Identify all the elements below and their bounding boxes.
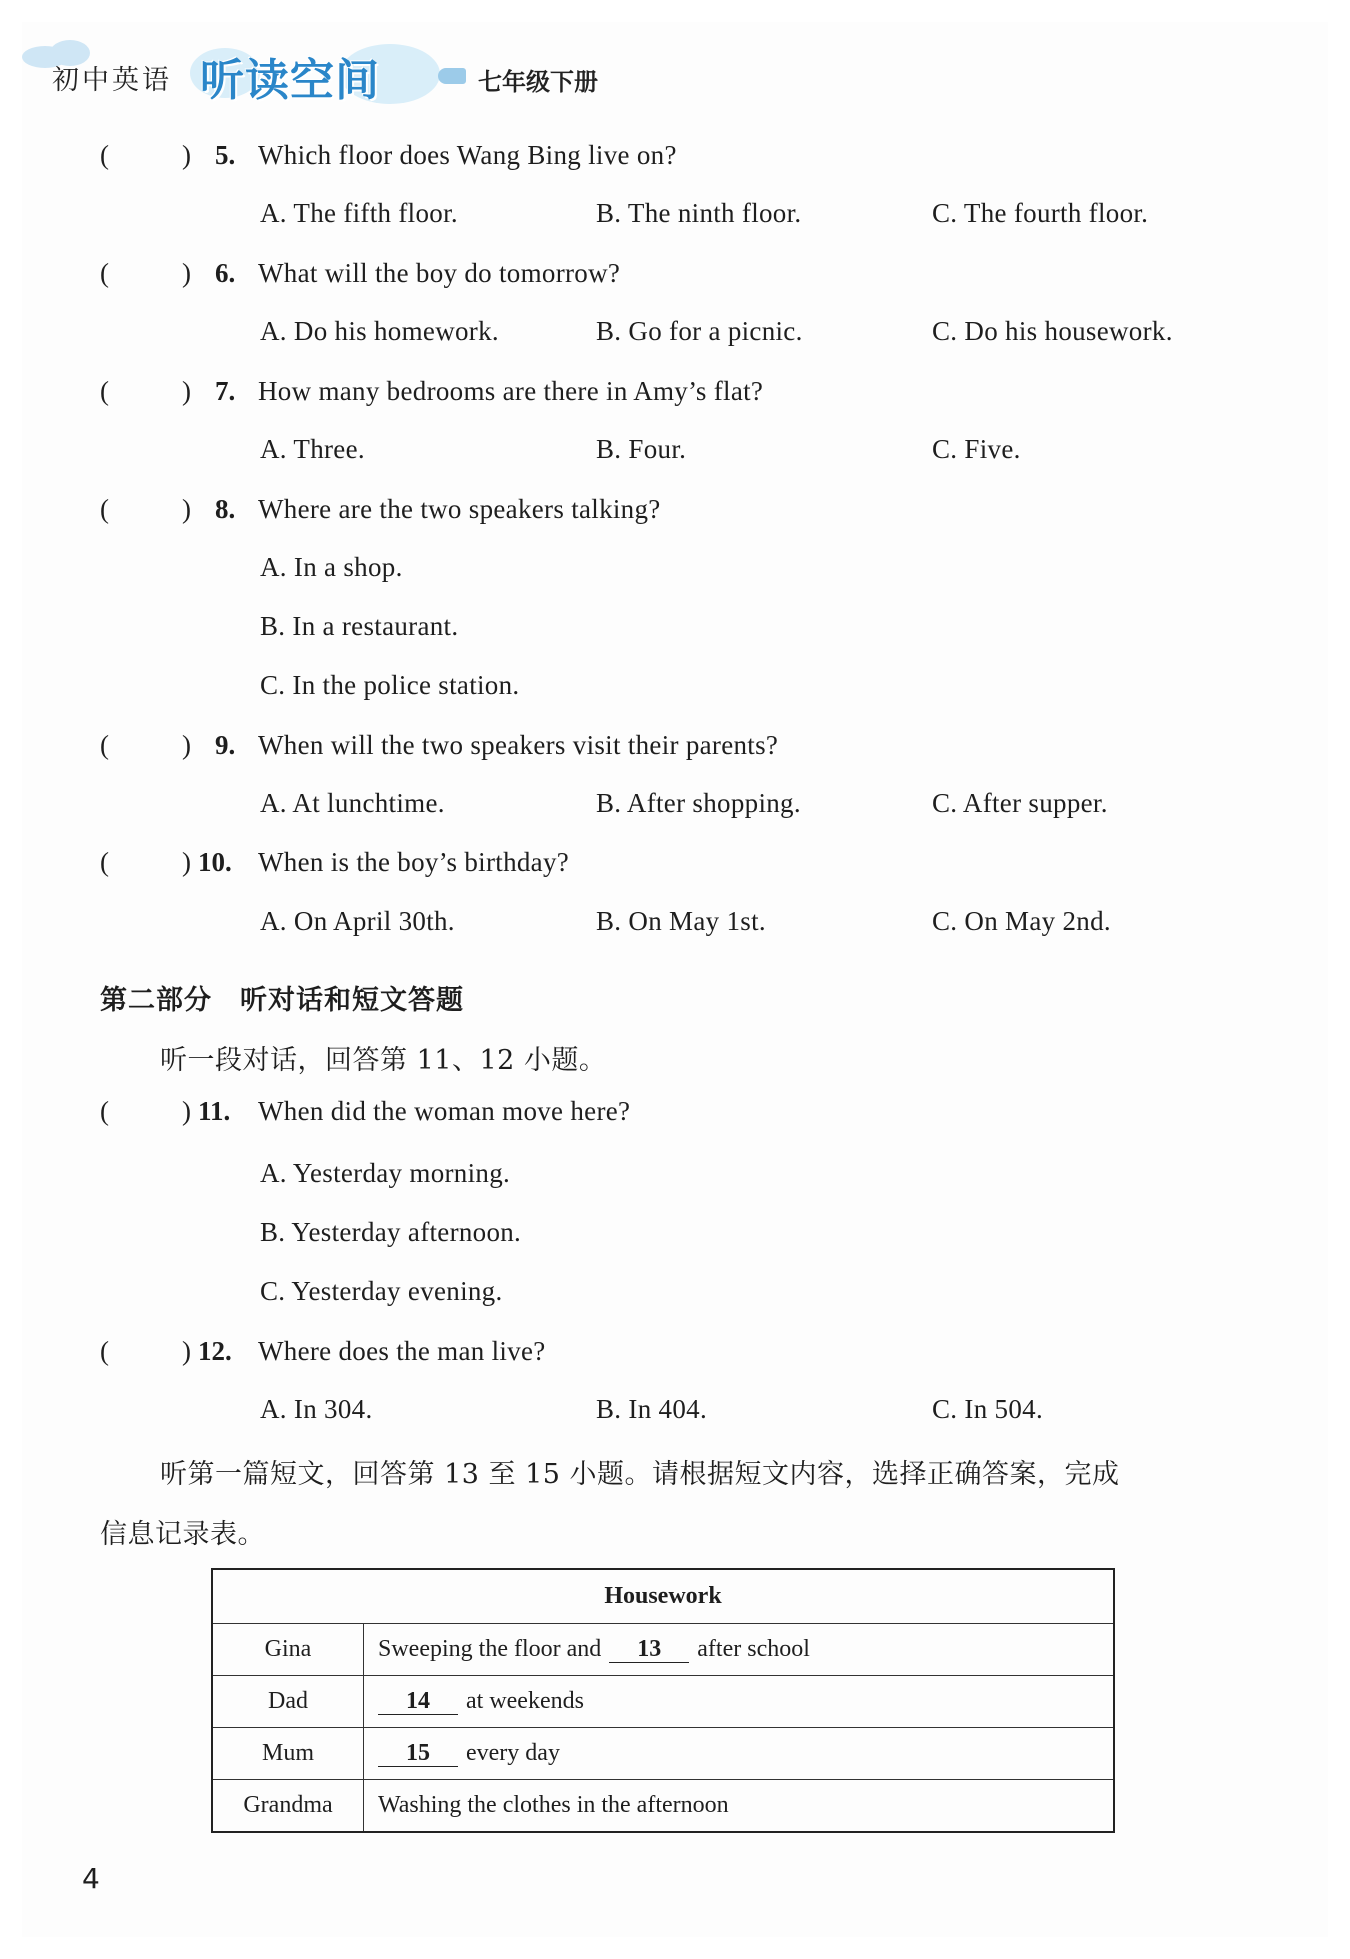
answer-blank[interactable]: 15 bbox=[378, 1740, 458, 1767]
answer-paren-right: ) bbox=[182, 258, 191, 288]
answer-blank[interactable]: 14 bbox=[378, 1688, 458, 1715]
option-c: C. Yesterday evening. bbox=[260, 1276, 503, 1306]
question-number: 10. bbox=[198, 847, 232, 877]
question-text: Where are the two speakers talking? bbox=[258, 494, 661, 524]
option-b: B. Go for a picnic. bbox=[596, 316, 803, 346]
question-text: When is the boy’s birthday? bbox=[258, 847, 570, 877]
question-text: Which floor does Wang Bing live on? bbox=[258, 140, 677, 170]
option-b: B. In a restaurant. bbox=[260, 611, 459, 641]
arrow-icon bbox=[438, 68, 466, 84]
option-a: A. The fifth floor. bbox=[260, 198, 458, 228]
question-text: Where does the man live? bbox=[258, 1336, 546, 1366]
table-header-row bbox=[212, 1569, 1114, 1624]
table-title: Housework bbox=[212, 1569, 1114, 1624]
person-name: Mum bbox=[212, 1728, 364, 1780]
option-c: C. On May 2nd. bbox=[932, 906, 1111, 936]
page-header bbox=[40, 40, 740, 110]
answer-paren-right: ) bbox=[182, 494, 191, 524]
description-text: after school bbox=[697, 1636, 810, 1662]
answer-paren-left: ( bbox=[100, 1096, 109, 1126]
description-text: Sweeping the floor and bbox=[378, 1636, 602, 1662]
book-series-title: 初中英语 bbox=[52, 65, 172, 96]
option-b: B. The ninth floor. bbox=[596, 198, 802, 228]
question-number: 9. bbox=[215, 730, 236, 760]
answer-paren-right: ) bbox=[182, 140, 191, 170]
table-row bbox=[212, 1624, 1114, 1676]
housework-description bbox=[364, 1676, 1115, 1728]
instruction-passage: 听第一篇短文，回答第 13 至 15 小题。请根据短文内容，选择正确答案，完成 bbox=[160, 1459, 1120, 1490]
option-c: C. Five. bbox=[932, 434, 1021, 464]
table-row bbox=[212, 1780, 1114, 1833]
description-text: at weekends bbox=[466, 1688, 584, 1714]
option-a: A. At lunchtime. bbox=[260, 788, 445, 818]
question-number: 5. bbox=[215, 140, 236, 170]
instruction-dialogue: 听一段对话，回答第 11、12 小题。 bbox=[160, 1045, 607, 1076]
table-row bbox=[212, 1728, 1114, 1780]
answer-paren-right: ) bbox=[182, 376, 191, 406]
instruction-passage-continued: 信息记录表。 bbox=[100, 1519, 265, 1550]
question-number: 7. bbox=[215, 376, 236, 406]
housework-description bbox=[364, 1728, 1115, 1780]
option-c: C. The fourth floor. bbox=[932, 198, 1149, 228]
answer-blank[interactable]: 13 bbox=[609, 1636, 689, 1663]
answer-paren-right: ) bbox=[182, 730, 191, 760]
option-c: C. After supper. bbox=[932, 788, 1108, 818]
answer-paren-left: ( bbox=[100, 847, 109, 877]
option-a: A. In a shop. bbox=[260, 552, 403, 582]
option-b: B. On May 1st. bbox=[596, 906, 766, 936]
option-a: A. Do his homework. bbox=[260, 316, 499, 346]
person-name: Dad bbox=[212, 1676, 364, 1728]
question-text: How many bedrooms are there in Amy’s flat? bbox=[258, 376, 764, 406]
option-c: C. Do his housework. bbox=[932, 316, 1173, 346]
option-b: B. Yesterday afternoon. bbox=[260, 1217, 522, 1247]
page-number: 4 bbox=[82, 1862, 100, 1895]
housework-description bbox=[364, 1624, 1115, 1676]
answer-paren-right: ) bbox=[182, 1336, 191, 1366]
person-name: Gina bbox=[212, 1624, 364, 1676]
question-number: 6. bbox=[215, 258, 236, 288]
option-a: A. Three. bbox=[260, 434, 365, 464]
option-a: A. On April 30th. bbox=[260, 906, 455, 936]
answer-paren-right: ) bbox=[182, 1096, 191, 1126]
grade-label: 七年级下册 bbox=[478, 68, 598, 96]
option-b: B. After shopping. bbox=[596, 788, 801, 818]
answer-paren-left: ( bbox=[100, 258, 109, 288]
description-text: every day bbox=[466, 1740, 560, 1766]
question-number: 11. bbox=[198, 1096, 231, 1126]
table-row bbox=[212, 1676, 1114, 1728]
person-name: Grandma bbox=[212, 1780, 364, 1833]
question-text: When did the woman move here? bbox=[258, 1096, 631, 1126]
question-text: What will the boy do tomorrow? bbox=[258, 258, 621, 288]
answer-paren-left: ( bbox=[100, 140, 109, 170]
brand-logo: 听读空间 bbox=[200, 55, 380, 106]
question-text: When will the two speakers visit their parents? bbox=[258, 730, 779, 760]
question-number: 12. bbox=[198, 1336, 232, 1366]
option-b: B. Four. bbox=[596, 434, 687, 464]
answer-paren-right: ) bbox=[182, 847, 191, 877]
housework-table bbox=[211, 1568, 1115, 1833]
question-number: 8. bbox=[215, 494, 236, 524]
housework-description bbox=[364, 1780, 1115, 1833]
answer-paren-left: ( bbox=[100, 376, 109, 406]
option-c: C. In the police station. bbox=[260, 670, 520, 700]
option-b: B. In 404. bbox=[596, 1394, 707, 1424]
answer-paren-left: ( bbox=[100, 1336, 109, 1366]
option-a: A. In 304. bbox=[260, 1394, 373, 1424]
option-c: C. In 504. bbox=[932, 1394, 1043, 1424]
section-title: 第二部分 听对话和短文答题 bbox=[100, 985, 464, 1016]
answer-paren-left: ( bbox=[100, 730, 109, 760]
description-text: Washing the clothes in the afternoon bbox=[378, 1792, 729, 1818]
answer-paren-left: ( bbox=[100, 494, 109, 524]
option-a: A. Yesterday morning. bbox=[260, 1158, 511, 1188]
